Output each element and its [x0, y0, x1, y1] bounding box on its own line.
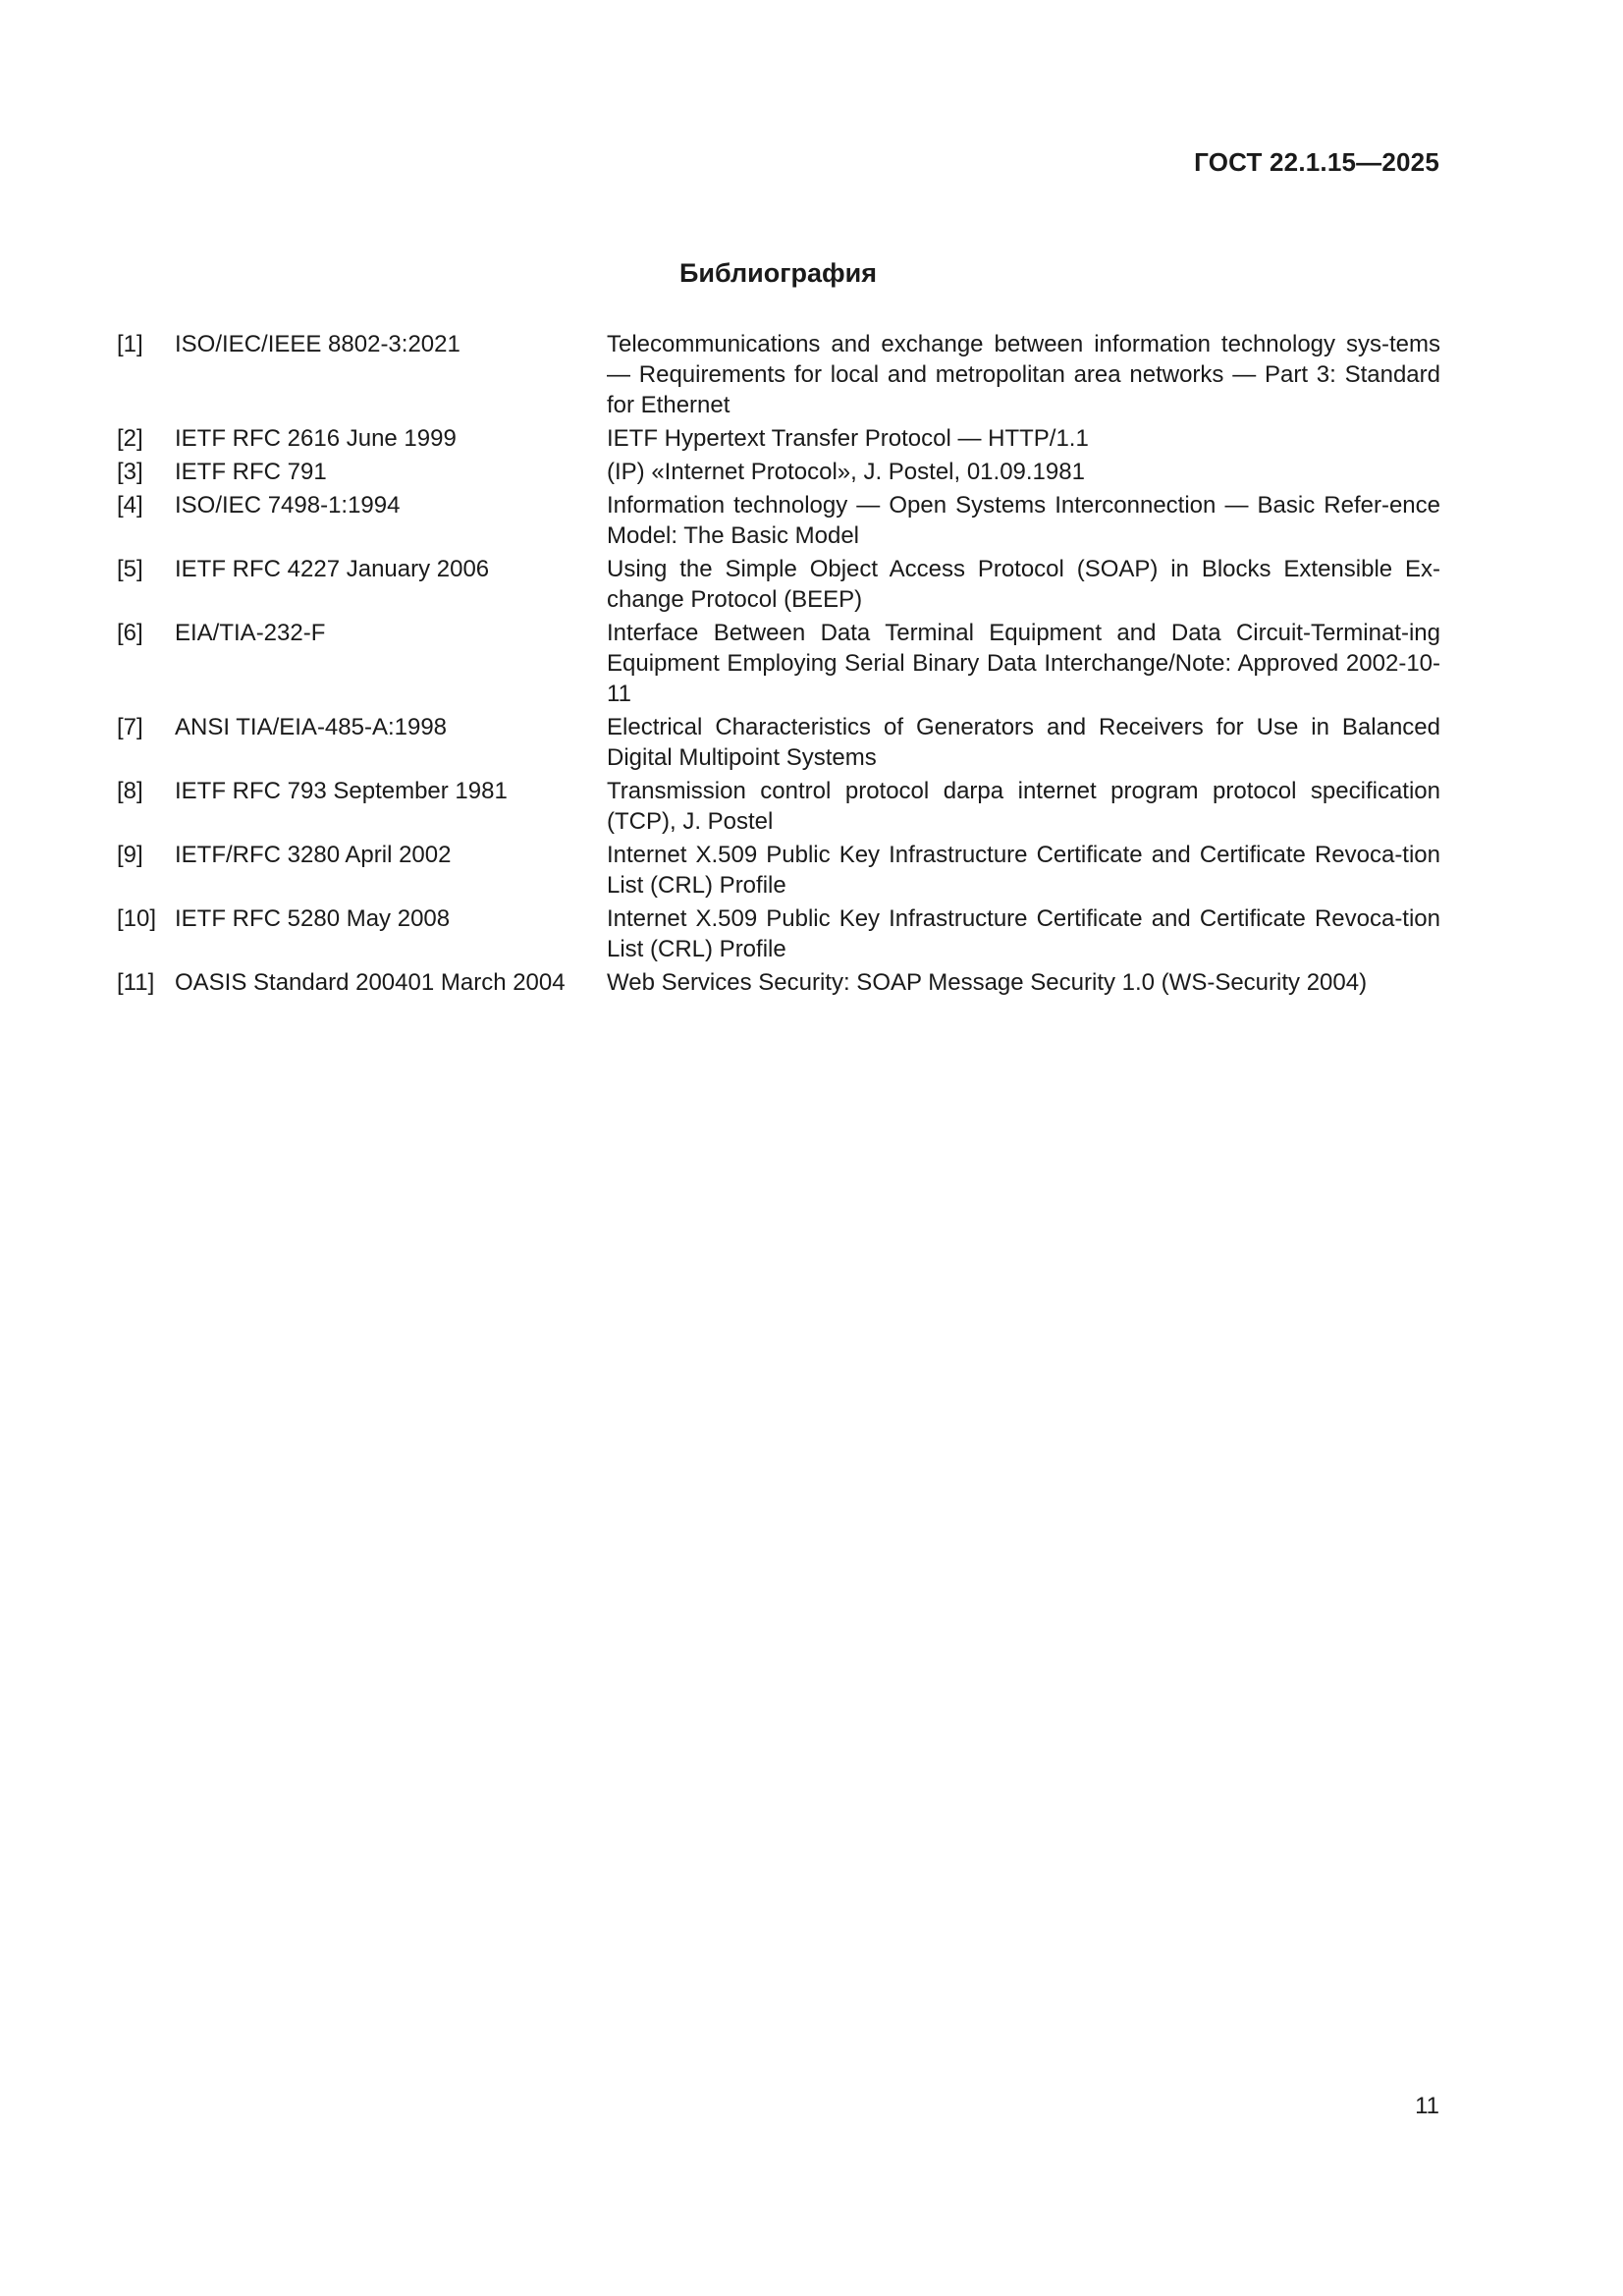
reference-number: [1] — [117, 331, 143, 357]
reference-id: IETF RFC 4227 January 2006 — [175, 556, 490, 582]
reference-id: ISO/IEC 7498-1:1994 — [175, 492, 401, 519]
bibliography-list — [117, 329, 1440, 1001]
list-item — [117, 967, 1440, 1001]
reference-id: ANSI TIA/EIA-485-A:1998 — [175, 714, 448, 740]
reference-title: Using the Simple Object Access Protocol (SOAP) in Blocks Extensible Ex-change Protocol (BEEP) — [607, 556, 1440, 613]
section-title: Библиография — [679, 258, 877, 288]
reference-number: [4] — [117, 492, 143, 519]
list-item — [117, 903, 1440, 967]
reference-number: [10] — [117, 905, 157, 932]
list-item — [117, 554, 1440, 618]
list-item — [117, 840, 1440, 903]
reference-title: Electrical Characteristics of Generators and Receivers for Use in Balanced Digital Multipoint Systems — [607, 714, 1440, 771]
list-item — [117, 490, 1440, 554]
page-number: 11 — [1415, 2093, 1439, 2119]
reference-id: ISO/IEC/IEEE 8802-3:2021 — [175, 331, 460, 357]
reference-title: Web Services Security: SOAP Message Security 1.0 (WS-Security 2004) — [607, 969, 1368, 996]
list-item — [117, 776, 1440, 840]
reference-title: Transmission control protocol darpa internet program protocol specification (TCP), J. Postel — [607, 778, 1440, 835]
reference-id: IETF RFC 793 September 1981 — [175, 778, 508, 804]
reference-id: OASIS Standard 200401 March 2004 — [175, 969, 566, 996]
reference-title: Telecommunications and exchange between information technology sys-tems — Requirements for local and metropolitan area networks — Part 3: Standard for Ethernet — [607, 331, 1440, 418]
reference-number: [11] — [117, 969, 155, 996]
reference-title: Information technology — Open Systems Interconnection — Basic Refer-ence Model: The Basic Model — [607, 492, 1440, 549]
reference-number: [9] — [117, 842, 143, 868]
reference-number: [6] — [117, 620, 143, 646]
reference-number: [5] — [117, 556, 143, 582]
reference-title: Internet X.509 Public Key Infrastructure Certificate and Certificate Revoca-tion List (CRL) Profile — [607, 905, 1440, 962]
reference-number: [3] — [117, 459, 143, 485]
reference-id: EIA/TIA-232-F — [175, 620, 326, 646]
reference-number: [2] — [117, 425, 143, 452]
reference-title: Internet X.509 Public Key Infrastructure Certificate and Certificate Revoca-tion List (CRL) Profile — [607, 842, 1440, 899]
reference-id: IETF RFC 791 — [175, 459, 327, 485]
reference-title: IETF Hypertext Transfer Protocol — HTTP/1.1 — [607, 425, 1089, 452]
reference-id: IETF RFC 5280 May 2008 — [175, 905, 451, 932]
reference-id: IETF/RFC 3280 April 2002 — [175, 842, 452, 868]
reference-number: [8] — [117, 778, 143, 804]
reference-title: Interface Between Data Terminal Equipment and Data Circuit-Terminat-ing Equipment Employing Serial Binary Data Interchange/Note: Approved 2002-10-11 — [607, 620, 1440, 707]
list-item — [117, 329, 1440, 423]
reference-id: IETF RFC 2616 June 1999 — [175, 425, 457, 452]
list-item — [117, 618, 1440, 712]
list-item — [117, 457, 1440, 490]
list-item — [117, 423, 1440, 457]
document-header: ГОСТ 22.1.15—2025 — [1194, 147, 1439, 177]
reference-number: [7] — [117, 714, 143, 740]
reference-title: (IP) «Internet Protocol», J. Postel, 01.09.1981 — [607, 459, 1085, 485]
list-item — [117, 712, 1440, 776]
